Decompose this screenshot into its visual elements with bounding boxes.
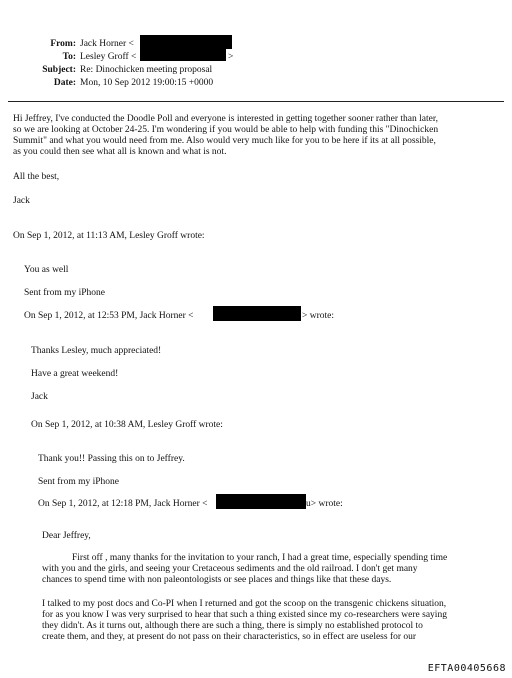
- quote-header: On Sep 1, 2012, at 11:13 AM, Lesley Groff wrote:: [13, 231, 205, 241]
- quote-line: create them, and they, at present do not pass on their characteristics, so in effect are useless for our: [42, 632, 417, 642]
- quote-header-tail: > wrote:: [302, 311, 335, 321]
- body-line: Summit" and what you would need from me. Also would very much like for you to be here if its at all possible,: [13, 136, 436, 146]
- quote-line: Have a great weekend!: [31, 369, 119, 379]
- quote-header: On Sep 1, 2012, at 12:53 PM, Jack Horner <: [24, 311, 194, 321]
- quote-line: Sent from my iPhone: [24, 288, 106, 298]
- quote-line: Jack: [31, 392, 48, 402]
- header-divider: [8, 101, 504, 102]
- date-value: Mon, 10 Sep 2012 19:00:15 +0000: [80, 78, 214, 88]
- quote-greeting: Dear Jeffrey,: [42, 531, 91, 541]
- quote-line: You as well: [24, 265, 69, 275]
- quote-line: First off , many thanks for the invitation to your ranch, I had a great time, especially spending time: [72, 553, 448, 563]
- quote-line: they didn't. As it turns out, although there are such a thing, there is simply no established protocol to: [42, 621, 423, 631]
- signature: Jack: [13, 196, 30, 206]
- date-label: Date:: [53, 78, 76, 88]
- quote-header: On Sep 1, 2012, at 10:38 AM, Lesley Groff wrote:: [31, 420, 223, 430]
- quote-line: Thank you!! Passing this on to Jeffrey.: [38, 454, 185, 464]
- quote-line: for as you know I was very surprised to hear that such a thing existed since my co-researchers were saying: [42, 610, 447, 620]
- quote-line: I talked to my post docs and Co-PI when I returned and got the scoop on the transgenic chickens situation,: [42, 599, 447, 609]
- quote-line: Thanks Lesley, much appreciated!: [31, 346, 162, 356]
- redaction-box: [213, 306, 301, 321]
- bates-number: EFTA00405668: [427, 663, 506, 674]
- from-value: Jack Horner <: [80, 39, 134, 49]
- subject-label: Subject:: [42, 65, 76, 75]
- redaction-box: [216, 494, 306, 509]
- body-line: as you could then see what all is known and what is not.: [13, 147, 227, 157]
- quote-header: On Sep 1, 2012, at 12:18 PM, Jack Horner <: [38, 499, 208, 509]
- quote-line: with you and the girls, and seeing your Cretaceous sediments and the old railroad. I don't get many: [42, 564, 418, 574]
- body-line: so we are looking at October 24-25. I'm wondering if you would be able to help with funding this "Dinochicken: [13, 125, 439, 135]
- subject-value: Re: Dinochicken meeting proposal: [80, 65, 213, 75]
- to-label: To:: [62, 52, 76, 62]
- body-line: Hi Jeffrey, I've conducted the Doodle Poll and everyone is interested in getting together sooner rather than later,: [13, 114, 438, 124]
- quote-line: chances to spend time with non paleontologists or see places and things like that these days.: [42, 575, 392, 585]
- to-close: >: [228, 52, 234, 62]
- quote-line: Sent from my iPhone: [38, 477, 120, 487]
- to-value: Lesley Groff <: [80, 52, 137, 62]
- quote-header-tail: u> wrote:: [306, 499, 343, 509]
- redaction-box: [140, 47, 226, 61]
- from-label: From:: [50, 39, 76, 49]
- closing: All the best,: [13, 172, 60, 182]
